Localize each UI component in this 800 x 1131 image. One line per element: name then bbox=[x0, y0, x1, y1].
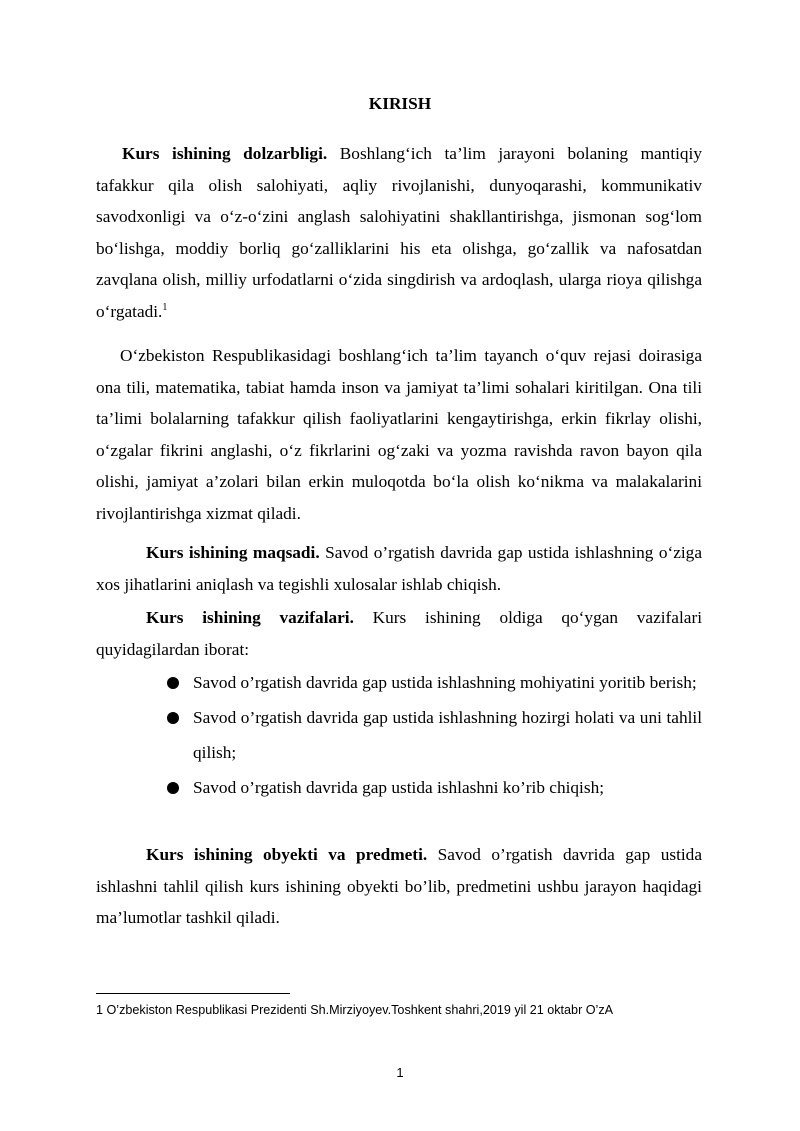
paragraph-goal bbox=[96, 537, 702, 600]
page-number: 1 bbox=[396, 1065, 404, 1080]
footnote-reference[interactable]: 1 bbox=[162, 301, 168, 313]
paragraph-relevance bbox=[96, 138, 702, 327]
page-title: KIRISH bbox=[368, 94, 432, 113]
bullet-icon bbox=[167, 782, 179, 794]
list-item-text: Savod o’rgatish davrida gap ustida ishlashning hozirgi holati va uni tahlil qilish; bbox=[193, 708, 702, 762]
paragraph-text-goal: Savod o’rgatish davrida gap ustida ishlashning o‘ziga xos jihatlarini aniqlash va tegishli xulosalar ishlab chiqish. bbox=[96, 543, 702, 594]
footnote-divider bbox=[96, 993, 290, 994]
paragraph-text-tasks: Kurs ishining oldiga qo‘ygan vazifalari quyidagilardan iborat: bbox=[96, 608, 702, 659]
list-item-text: Savod o’rgatish davrida gap ustida ishlashning mohiyatini yoritib berish; bbox=[193, 673, 697, 692]
paragraph-heading-tasks: Kurs ishining vazifalari. bbox=[146, 608, 354, 627]
footnote: 1 O’zbekiston Respublikasi Prezidenti Sh.Mirziyoyev.Toshkent shahri,2019 yil 21 oktabr O’zA bbox=[96, 1003, 614, 1017]
list-item bbox=[166, 770, 702, 805]
paragraph-text-relevance: Boshlang‘ich ta’lim jarayoni bolaning mantiqiy tafakkur qila olish salohiyati, aqliy rivojlanishi, dunyoqarashi, kommunikativ savodxonligi va o‘z-o‘zini anglash salohiyatini shakllantirishga, jismonan sog‘lom bo‘lishga, moddiy borliq go‘zalliklarini his eta olishga, go‘zallik va nafosatdan zavqlana olish, milliy urfodatlarni o‘zida singdirish va ardoqlash, ularga rioya qilishga o‘rgatadi. bbox=[96, 144, 703, 321]
list-item bbox=[166, 665, 702, 700]
paragraph-tasks bbox=[96, 602, 702, 665]
paragraph-object-subject bbox=[96, 839, 702, 934]
paragraph-heading-relevance: Kurs ishining dolzarbligi. bbox=[122, 144, 328, 163]
task-list bbox=[166, 665, 702, 805]
bullet-icon bbox=[167, 712, 179, 724]
list-item-text: Savod o’rgatish davrida gap ustida ishlashni ko’rib chiqish; bbox=[193, 778, 605, 797]
list-item bbox=[166, 700, 702, 770]
paragraph-heading-object-subject: Kurs ishining obyekti va predmeti. bbox=[146, 845, 428, 864]
paragraph-heading-goal: Kurs ishining maqsadi. bbox=[146, 543, 320, 562]
paragraph-text-object-subject: Savod o’rgatish davrida gap ustida ishlashni tahlil qilish kurs ishining obyekti bo’lib, predmetini ushbu jarayon haqidagi ma’lumotlar tashkil qiladi. bbox=[96, 845, 702, 927]
bullet-icon bbox=[167, 677, 179, 689]
paragraph-curriculum: O‘zbekiston Respublikasidagi boshlang‘ich ta’lim tayanch o‘quv rejasi doirasiga ona tili, matematika, tabiat hamda inson va jamiyat ta’limi sohalari kiritilgan. Ona tili ta’limi bolalarning tafakkur qilish faoliyatlarini kengaytirishga, erkin fikrlay olishi, o‘zgalar fikrini anglashi, o‘z fikrlarini og‘zaki va yozma ravishda ravon bayon qila olishi, jamiyat a’zolari bilan erkin muloqotda bo‘la olish ko‘nikma va malakalarini rivojlantirishga xizmat qiladi. bbox=[96, 346, 702, 523]
